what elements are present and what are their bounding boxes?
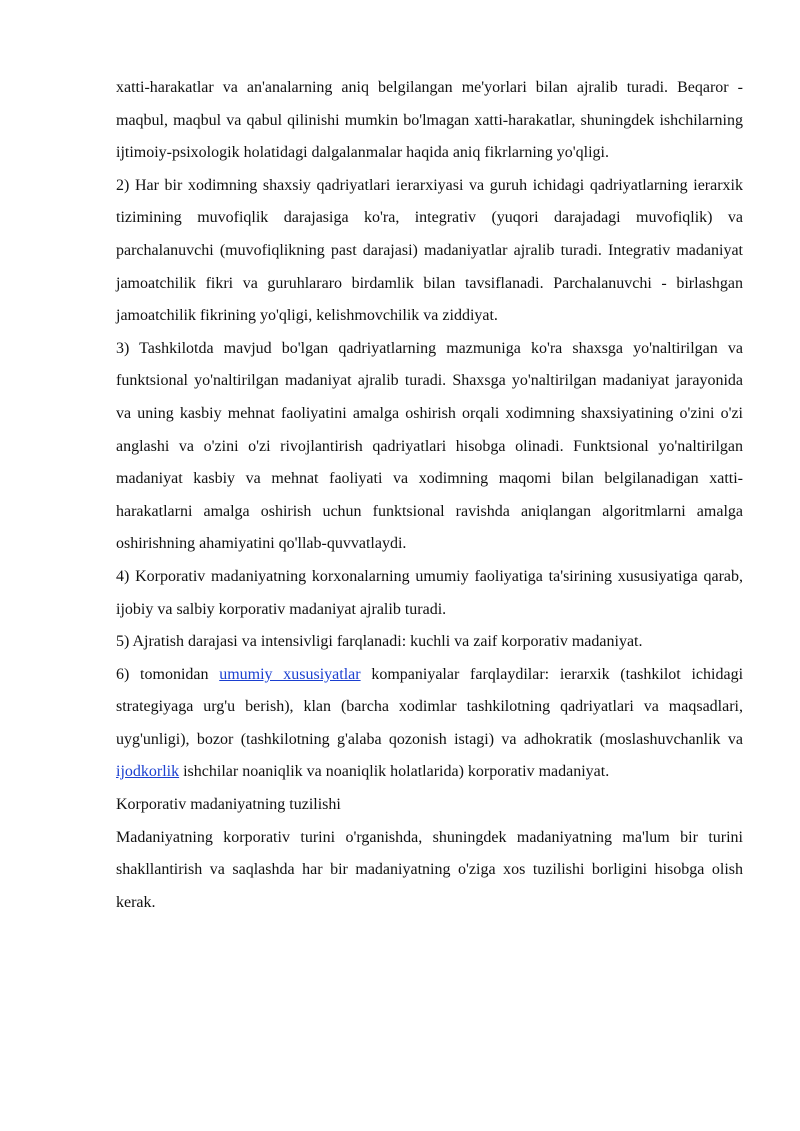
paragraph-continuation: xatti-harakatlar va an'analarning aniq belgilangan me'yorlari bilan ajralib turadi. Beqaror - maqbul, maqbul va qabul qilinishi mumkin bo'lmagan xatti-harakatlar, shuningdek ishchilarning ijtimoiy-psixologik holatidagi dalgalanmalar haqida aniq fikrlarning yo'qligi. (116, 79, 743, 162)
link-umumiy-xususiyatlar[interactable]: umumiy xususiyatlar (219, 665, 361, 683)
paragraph-item-4: 4) Korporativ madaniyatning korxonalarning umumiy faoliyatiga ta'sirining xususiyatiga qarab, ijobiy va salbiy korporativ madaniyat ajralib turadi. (116, 567, 743, 618)
document-page (116, 72, 743, 919)
paragraph-6-text-start: 6) tomonidan (116, 665, 220, 683)
paragraph-6-text-middle: kompaniyalar farqlaydilar: ierarxik (tashkilot ichidagi strategiyaga urg'u berish), klan (barcha xodimlar tashkilotning qadriyatlari va maqsadlari, uyg'unligi), bozor (tashkilotning g'alaba qozonish istagi) va adhokratik (moslashuvchanlik va (116, 665, 744, 748)
paragraph-item-2: 2) Har bir xodimning shaxsiy qadriyatlari ierarxiyasi va guruh ichidagi qadriyatlarning ierarxik tizimining muvofiqlik darajasiga ko'ra, integrativ (yuqori darajadagi muvofiqlik) va parchalanuvchi (muvofiqlikning past darajasi) madaniyatlar ajralib turadi. Integrativ madaniyat jamoatchilik fikri va guruhlararo birdamlik bilan tavsiflanadi. Parchalanuvchi - birlashgan jamoatchilik fikrining yo'qligi, kelishmovchilik va ziddiyat. (116, 176, 743, 325)
paragraph-final: Madaniyatning korporativ turini o'rganishda, shuningdek madaniyatning ma'lum bir turini shakllantirish va saqlashda har bir madaniyatning o'ziga xos tuzilishi borligini hisobga olish kerak. (116, 828, 743, 911)
paragraph-item-5: 5) Ajratish darajasi va intensivligi farqlanadi: kuchli va zaif korporativ madaniyat. (116, 633, 643, 651)
paragraph-6-text-end: ishchilar noaniqlik va noaniqlik holatlarida) korporativ madaniyat. (179, 763, 610, 781)
paragraph-item-3: 3) Tashkilotda mavjud bo'lgan qadriyatlarning mazmuniga ko'ra shaxsga yo'naltirilgan va funktsional yo'naltirilgan madaniyat ajralib turadi. Shaxsga yo'naltirilgan madaniyat jarayonida va uning kasbiy mehnat faoliyatini amalga oshirish orqali xodimning shaxsiyatining o'zini o'zi anglashi va o'zini o'zi rivojlantirish qadriyatlari hisobga olinadi. Funktsional yo'naltirilgan madaniyat kasbiy va mehnat faoliyati va xodimning maqomi bilan belgilanadigan xatti-harakatlarni amalga oshirish uchun funktsional ravishda aniqlangan algoritmlarni amalga oshirishning ahamiyatini qo'llab-quvvatlaydi. (116, 339, 743, 553)
link-ijodkorlik[interactable]: ijodkorlik (116, 763, 180, 781)
paragraph-item-6 (116, 659, 743, 789)
section-heading: Korporativ madaniyatning tuzilishi (116, 796, 341, 814)
